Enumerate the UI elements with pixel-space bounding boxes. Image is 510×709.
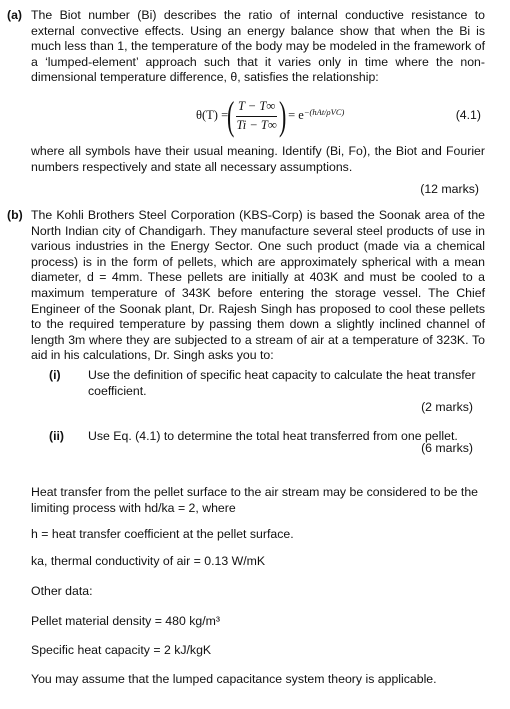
equation-denominator: Ti − T∞ [236, 117, 277, 132]
assumption-line: You may assume that the lumped capacitance system theory is applicable. [31, 672, 437, 686]
part-a-intro: The Biot number (Bi) describes the ratio of internal conductive resistance to external convective effects. Using an energy balance show that when the Bi is much less than 1, the temperature of the body may be modeled in the framework of a ‘lumped-element’ approach such that it varies only in time where the non-dimensional temperature difference, θ, satisfies the relationship: [31, 8, 485, 85]
sub-item-i-marks: (2 marks) [421, 400, 473, 414]
sub-item-i-text: Use the definition of specific heat capacity to calculate the heat transfer coefficient. [88, 368, 476, 398]
part-a-label: (a) [7, 8, 23, 22]
sub-item-ii-label: (ii) [49, 429, 65, 443]
sub-item-i-label: (i) [49, 368, 61, 382]
equation-4-1 [31, 94, 485, 138]
part-a-follow: where all symbols have their usual meaning. Identify (Bi, Fo), the Biot and Fourier numbers respectively and state all necessary assumptions. [31, 144, 485, 174]
equation-rhs: = e [288, 108, 304, 123]
other-data-label: Other data: [31, 584, 93, 598]
sub-item-ii-marks: (6 marks) [421, 441, 473, 455]
ka-definition: ka, thermal conductivity of air = 0.13 W/mK [31, 554, 266, 568]
right-paren: ) [278, 93, 287, 138]
specific-heat-line: Specific heat capacity = 2 kJ/kgK [31, 643, 212, 657]
part-a-marks: (12 marks) [420, 182, 479, 196]
equation-body [196, 94, 344, 138]
left-paren: ( [227, 93, 235, 138]
density-line: Pellet material density = 480 kg/m³ [31, 614, 220, 628]
part-b-label: (b) [7, 208, 23, 222]
h-definition: h = heat transfer coefficient at the pellet surface. [31, 527, 294, 541]
equation-fraction [234, 99, 278, 133]
sub-item-ii-text: Use Eq. (4.1) to determine the total heat transferred from one pellet. [88, 429, 458, 443]
equation-exponent: −(hAt/ρVC) [303, 107, 345, 118]
part-b-intro: The Kohli Brothers Steel Corporation (KBS-Corp) is based the Soonak area of the North Indian city of Chandigarh. They manufacture several steel products of use in various industries in the Energy Sector. One such product (made via a chemical process) is in the form of pellets, which are approximately spherical with a mean diameter, d = 4mm. These pellets are initially at 403K and must be cooled to a maximum temperature of 343K before entering the storage vessel. The Chief Engineer of the Soonak plant, Dr. Rajesh Singh has proposed to cool these pellets to the required temperature by passing them down a slightly inclined channel of length 3m where they are subjected to a stream of air at a temperature of 323K. To aid in his calculations, Dr. Singh asks you to: [31, 208, 485, 363]
equation-number: (4.1) [455, 108, 481, 122]
equation-lhs: θ(T) = [196, 108, 229, 123]
limiting-process-text: Heat transfer from the pellet surface to the air stream may be considered to be the limiting process with hd/ka = 2, where [31, 485, 479, 515]
equation-numerator: T − T∞ [236, 99, 277, 117]
